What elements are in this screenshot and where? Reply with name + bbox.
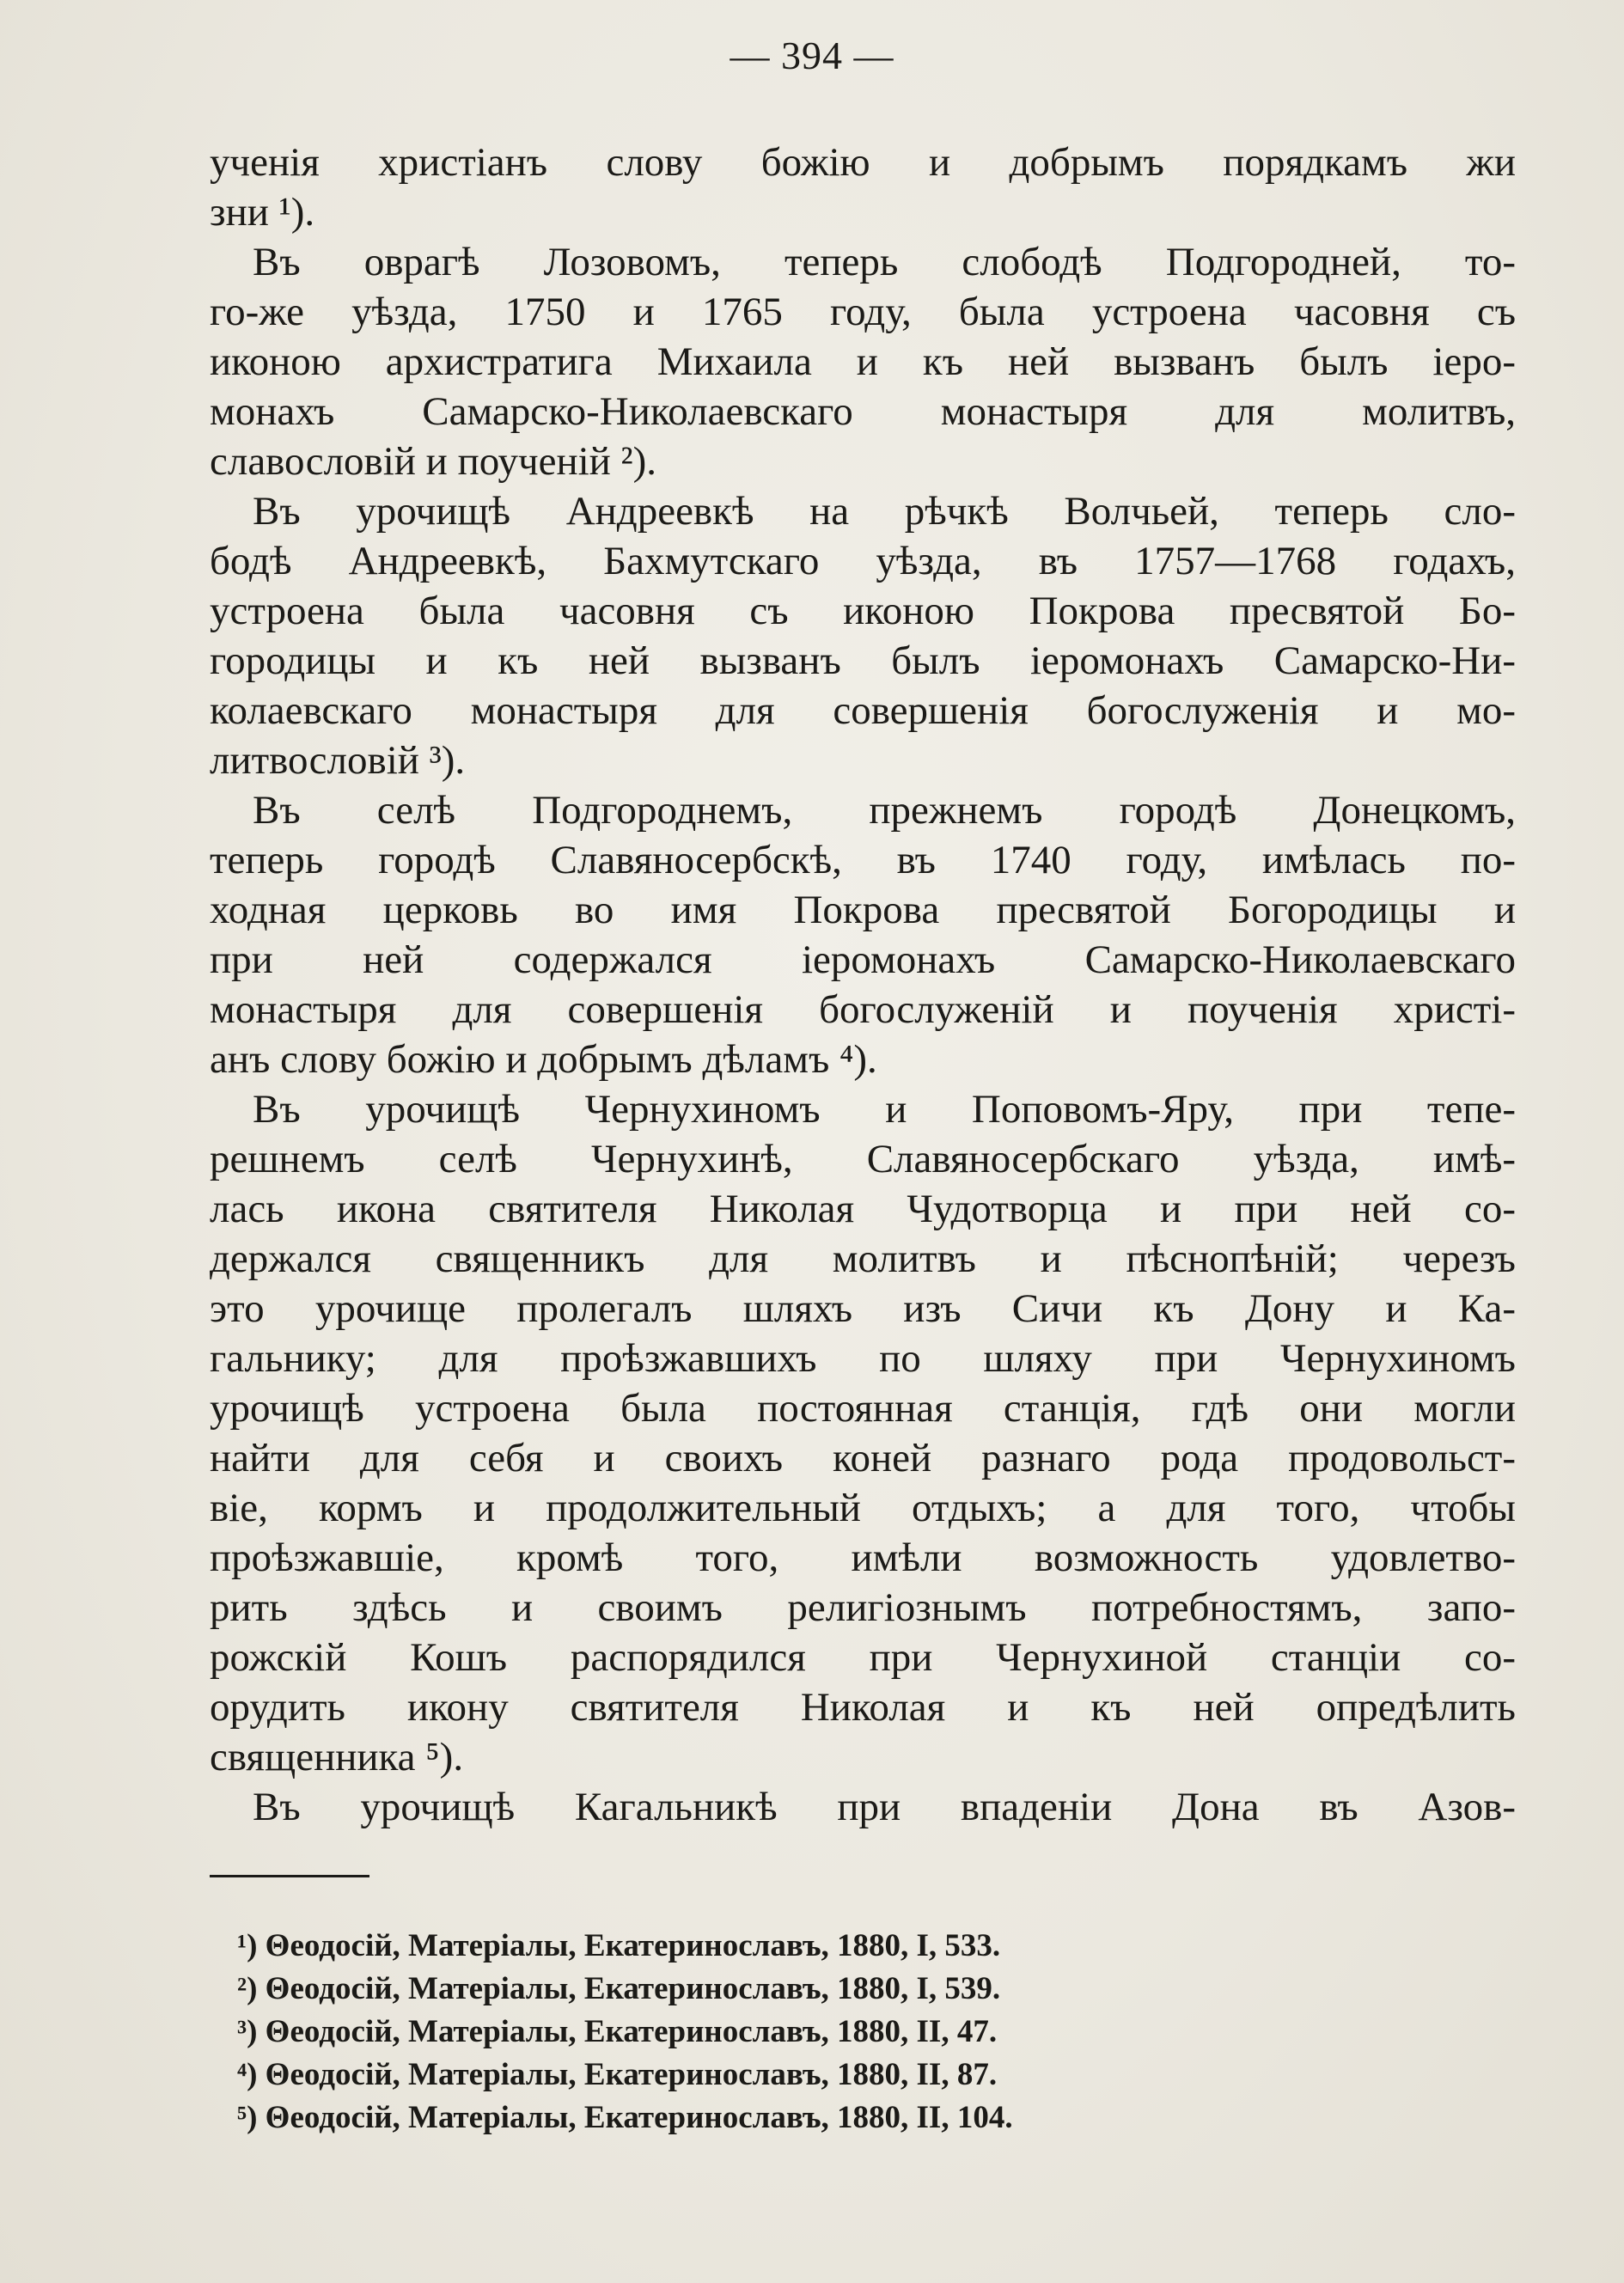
footnotes [237, 1925, 1268, 2140]
text-line: го-же уѣзда, 1750 и 1765 году, была устроена часовня съ [210, 290, 1516, 334]
text-line: монахъ Самарско-Николаевскаго монастыря для молитвъ, [210, 389, 1516, 434]
body-text [210, 137, 1516, 1832]
text-line: устроена была часовня съ иконою Покрова пресвятой Бо- [210, 589, 1516, 633]
text-line: найти для себя и своихъ коней разнаго рода продовольст- [210, 1436, 1516, 1480]
text-line: городицы и къ ней вызванъ былъ іеромонахъ Самарско-Ни- [210, 638, 1516, 683]
text-line: Въ оврагѣ Лозовомъ, теперь слободѣ Подгородней, то- [253, 240, 1516, 284]
text-line: Въ урочищѣ Кагальникѣ при впаденіи Дона въ Азов- [253, 1785, 1516, 1829]
text-line: это урочище пролегалъ шляхъ изъ Сичи къ Дону и Ка- [210, 1286, 1516, 1331]
text-line: литвословій ³). [210, 738, 466, 783]
text-line: Въ урочищѣ Андреевкѣ на рѣчкѣ Волчьей, теперь сло- [253, 489, 1516, 534]
text-line: проѣзжавшіе, кромѣ того, имѣли возможность удовлетво- [210, 1535, 1516, 1580]
text-line: бодѣ Андреевкѣ, Бахмутскаго уѣзда, въ 1757—1768 годахъ, [210, 539, 1516, 583]
footnote: ⁵) Θеодосій, Матеріалы, Екатеринославъ, 1880, II, 104. [237, 2100, 1013, 2135]
text-line: решнемъ селѣ Чернухинѣ, Славяносербскаго уѣзда, имѣ- [210, 1137, 1516, 1181]
text-line: монастыря для совершенія богослуженій и поученія христі- [210, 987, 1516, 1032]
text-line: при ней содержался іеромонахъ Самарско-Николаевскаго [210, 937, 1516, 982]
text-line: анъ слову божію и добрымъ дѣламъ ⁴). [210, 1037, 877, 1082]
page-number: — 394 — [730, 34, 894, 77]
text-line: віе, кормъ и продолжительный отдыхъ; а для того, чтобы [210, 1486, 1516, 1530]
text-line: славословій и поученій ²). [210, 439, 657, 484]
text-line: иконою архистратига Михаила и къ ней вызванъ былъ іеро- [210, 339, 1516, 384]
text-line: орудить икону святителя Николая и къ ней опредѣлить [210, 1685, 1516, 1730]
text-line: ученія христіанъ слову божію и добрымъ порядкамъ жи [210, 140, 1516, 185]
text-line: лась икона святителя Николая Чудотворца и при ней со- [210, 1187, 1516, 1231]
footnote: ¹) Θеодосій, Матеріалы, Екатеринославъ, 1880, I, 533. [237, 1928, 1001, 1963]
text-line: Въ селѣ Подгороднемъ, прежнемъ городѣ Донецкомъ, [253, 788, 1516, 833]
footnote: ³) Θеодосій, Матеріалы, Екатеринославъ, 1880, II, 47. [237, 2014, 998, 2049]
text-line: ходная церковь во имя Покрова пресвятой Богородицы и [210, 888, 1516, 932]
footnote: ²) Θеодосій, Матеріалы, Екатеринославъ, 1880, I, 539. [237, 1971, 1001, 2006]
text-line: зни ¹). [210, 190, 315, 235]
text-line: Въ урочищѣ Чернухиномъ и Поповомъ-Яру, при тепе- [253, 1087, 1516, 1132]
footnote-separator [210, 1875, 369, 1877]
text-line: гальнику; для проѣзжавшихъ по шляху при Чернухиномъ [210, 1336, 1516, 1381]
text-line: рожскій Кошъ распорядился при Чернухиной станціи со- [210, 1635, 1516, 1680]
text-line: урочищѣ устроена была постоянная станція, гдѣ они могли [210, 1386, 1516, 1431]
text-line: священника ⁵). [210, 1735, 464, 1779]
text-line: теперь городѣ Славяносербскѣ, въ 1740 году, имѣлась по- [210, 838, 1516, 882]
text-line: держался священникъ для молитвъ и пѣснопѣній; черезъ [210, 1236, 1516, 1281]
footnote: ⁴) Θеодосій, Матеріалы, Екатеринославъ, 1880, II, 87. [237, 2057, 998, 2092]
text-line: колаевскаго монастыря для совершенія богослуженія и мо- [210, 688, 1516, 733]
text-line: рить здѣсь и своимъ религіознымъ потребностямъ, запо- [210, 1585, 1516, 1630]
